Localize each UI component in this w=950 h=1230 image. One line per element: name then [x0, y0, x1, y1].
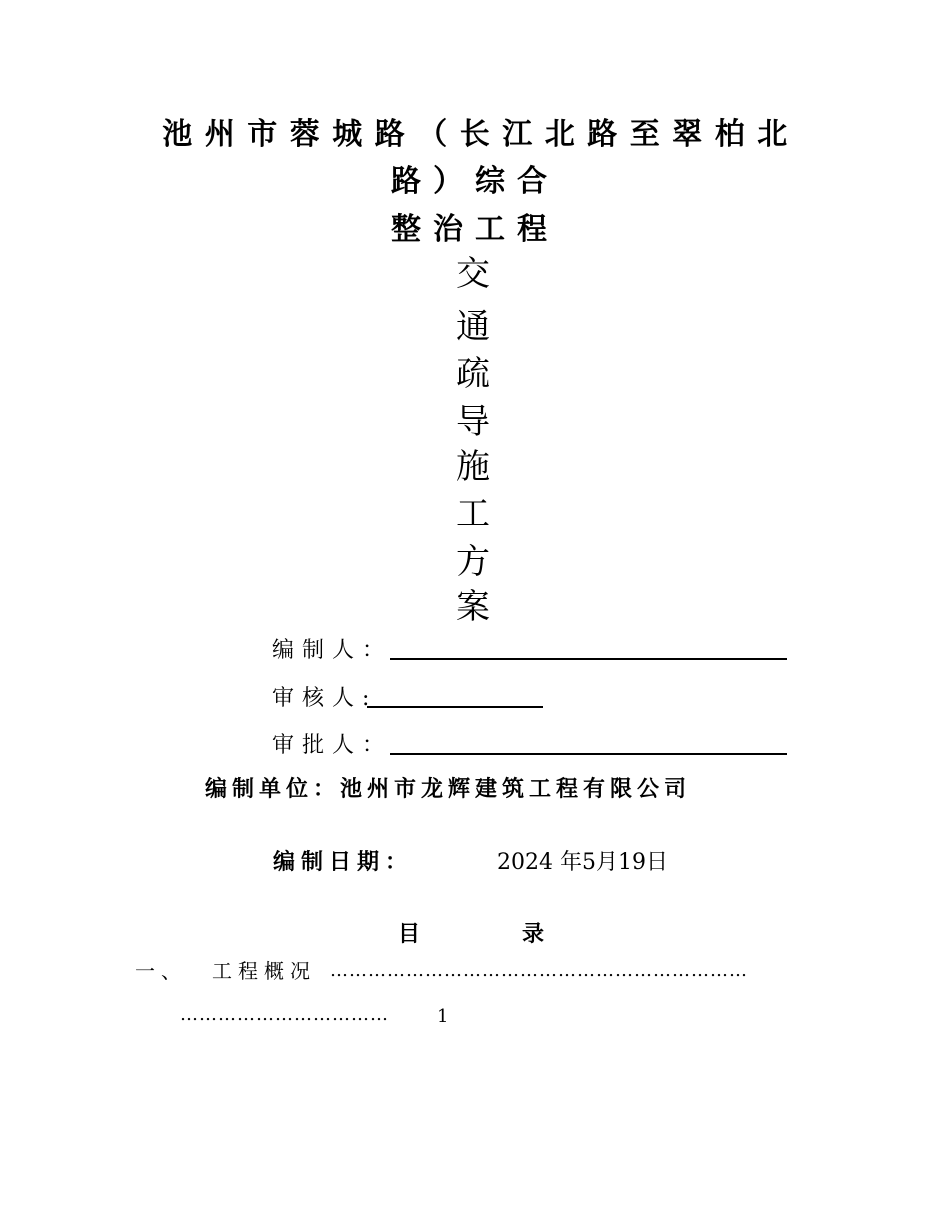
compiling-organization: 编制单位：池州市龙辉建筑工程有限公司	[205, 777, 692, 802]
vertical-title-char: 疏	[456, 354, 490, 394]
toc-heading-right: 录	[522, 922, 545, 947]
compiler-signature-line	[390, 658, 787, 660]
toc-item-title[interactable]: 工程概况	[212, 959, 316, 983]
approver-label: 审批人：	[272, 733, 393, 758]
compiler-label: 编制人：	[272, 638, 393, 663]
toc-heading-left: 目	[398, 922, 421, 947]
vertical-title-char: 方	[456, 542, 490, 582]
vertical-title-char: 工	[456, 494, 490, 534]
vertical-title-char: 案	[456, 587, 490, 627]
vertical-title-char: 交	[456, 254, 490, 294]
toc-item-page-number: 1	[437, 1006, 449, 1027]
toc-item-number: 一、	[135, 959, 187, 983]
document-title-line-2: 路）综合	[391, 164, 559, 199]
document-title-line-3: 整治工程	[391, 212, 559, 247]
toc-leader-dots: ……………………………	[180, 1004, 389, 1025]
compile-date-label: 编制日期：	[273, 850, 414, 875]
vertical-title-char: 导	[456, 402, 490, 442]
vertical-title-char: 通	[456, 307, 490, 347]
reviewer-signature-line	[367, 706, 543, 708]
approver-signature-line	[390, 753, 787, 755]
reviewer-label: 审核人:	[272, 686, 378, 711]
compile-date-value: 2024 年5月19日	[497, 850, 668, 875]
document-title-line-1: 池州市蓉城路（长江北路至翠柏北	[162, 117, 800, 152]
vertical-title-char: 施	[456, 447, 490, 487]
toc-leader-dots: …………………………………………………………	[330, 960, 748, 981]
